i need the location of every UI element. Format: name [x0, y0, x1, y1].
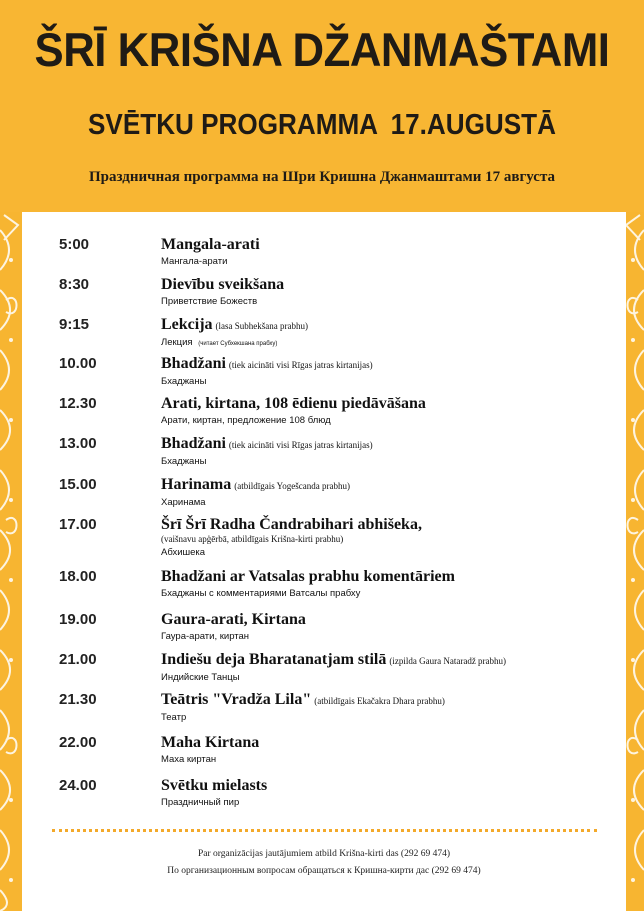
schedule-event	[161, 276, 621, 309]
event-title: Harinama	[161, 476, 232, 493]
schedule-event	[161, 435, 621, 469]
schedule-event	[161, 651, 621, 685]
event-note: (izpilda Gaura Nataradž prabhu)	[389, 656, 507, 666]
event-title: Bhadžani	[161, 435, 226, 452]
event-russian: Праздничный пир	[161, 797, 240, 808]
event-title: Bhadžani	[161, 355, 226, 372]
russian-title: Праздничная программа на Шри Кришна Джанмаштами 17 августа	[88, 169, 556, 185]
schedule-time: 10.00	[59, 355, 97, 372]
event-title: Bhadžani ar Vatsalas prabhu komentāriem	[161, 568, 455, 585]
event-russian: Гаура-арати, киртан	[161, 631, 250, 642]
event-title: Lekcija	[161, 316, 213, 333]
contact-latvian: Par organizācijas jautājumiem atbild Krišna-kirti das (292 69 474)	[197, 849, 451, 859]
event-russian: Бхаджаны	[161, 376, 207, 387]
schedule-event	[161, 734, 621, 767]
header	[0, 0, 644, 212]
event-note: (lasa Subhekšana prabhu)	[215, 321, 309, 331]
schedule-time: 9:15	[59, 316, 90, 333]
schedule-time: 24.00	[59, 777, 97, 794]
event-note: (tiek aicināti visi Rīgas jatras kirtanijas)	[228, 440, 373, 450]
schedule-time: 21.30	[59, 691, 97, 708]
event-russian: Абхишека	[161, 547, 206, 558]
event-russian: Бхаджаны с комментариями Ватсалы прабху	[161, 588, 361, 599]
schedule-event	[161, 395, 621, 428]
schedule-event	[161, 476, 621, 510]
schedule-time: 18.00	[59, 568, 97, 585]
schedule-event	[161, 236, 621, 269]
event-russian: Театр	[161, 712, 187, 723]
event-title: Svētku mielasts	[161, 777, 268, 794]
schedule-event	[161, 611, 621, 644]
schedule-event	[161, 777, 621, 810]
event-title: Teātris "Vradža Lila"	[161, 691, 312, 708]
schedule-panel	[22, 212, 626, 911]
event-title: Arati, kirtana, 108 ēdienu piedāvāšana	[161, 395, 426, 412]
schedule-event	[161, 516, 621, 560]
event-russian: Индийские Танцы	[161, 672, 240, 683]
schedule-event	[161, 568, 621, 601]
event-note: (atbildīgais Ekačakra Dhara prabhu)	[314, 696, 445, 706]
schedule-time: 8:30	[59, 276, 90, 293]
schedule-event	[161, 316, 621, 351]
event-title: Maha Kirtana	[161, 734, 260, 751]
event-title: Mangala-arati	[161, 236, 260, 253]
page-title: ŠRĪ KRIŠNA DŽANMAŠTAMI	[34, 23, 610, 76]
page-subtitle	[32, 109, 612, 142]
contact-russian: По организационным вопросам обращаться к Кришна-кирти дас (292 69 474)	[167, 866, 481, 876]
subtitle-text: SVĒTKU PROGRAMMA	[88, 109, 379, 141]
schedule-time: 21.00	[59, 651, 97, 668]
schedule-time: 19.00	[59, 611, 97, 628]
event-title: Šrī Šrī Radha Čandrabihari abhišeka,	[161, 516, 422, 533]
event-title: Indiešu deja Bharatanatjam stilā	[161, 651, 387, 668]
schedule-time: 13.00	[59, 435, 97, 452]
event-note: (tiek aicināti visi Rīgas jatras kirtanijas)	[228, 360, 373, 370]
event-russian: Мангала-арати	[161, 256, 228, 267]
schedule-time: 12.30	[59, 395, 97, 412]
event-title: Gaura-arati, Kirtana	[161, 611, 306, 628]
event-russian: Харинама	[161, 497, 206, 508]
schedule-time: 22.00	[59, 734, 97, 751]
schedule-time: 15.00	[59, 476, 97, 493]
event-russian: Приветствие Божеств	[161, 296, 258, 307]
schedule-time: 17.00	[59, 516, 97, 533]
schedule-time: 5:00	[59, 236, 90, 253]
schedule-event	[161, 691, 621, 725]
event-title: Dievību sveikšana	[161, 276, 285, 293]
event-russian: Арати, киртан, предложение 108 блюд	[161, 415, 331, 426]
event-note: (atbildīgais Yogešcanda prabhu)	[234, 481, 350, 491]
event-russian: Бхаджаны	[161, 456, 207, 467]
schedule-event	[161, 355, 621, 389]
event-russian: Лекция	[161, 337, 193, 348]
event-russian: Маха киртан	[161, 754, 217, 765]
subtitle-date: 17.AUGUSTĀ	[390, 109, 556, 141]
dotted-divider	[52, 829, 597, 832]
event-russian-note: (читает Субхекшана прабху)	[198, 341, 278, 347]
event-extra-note: (vaišnavu apģērbā, atbildīgais Krišna-kirti prabhu)	[161, 534, 344, 544]
